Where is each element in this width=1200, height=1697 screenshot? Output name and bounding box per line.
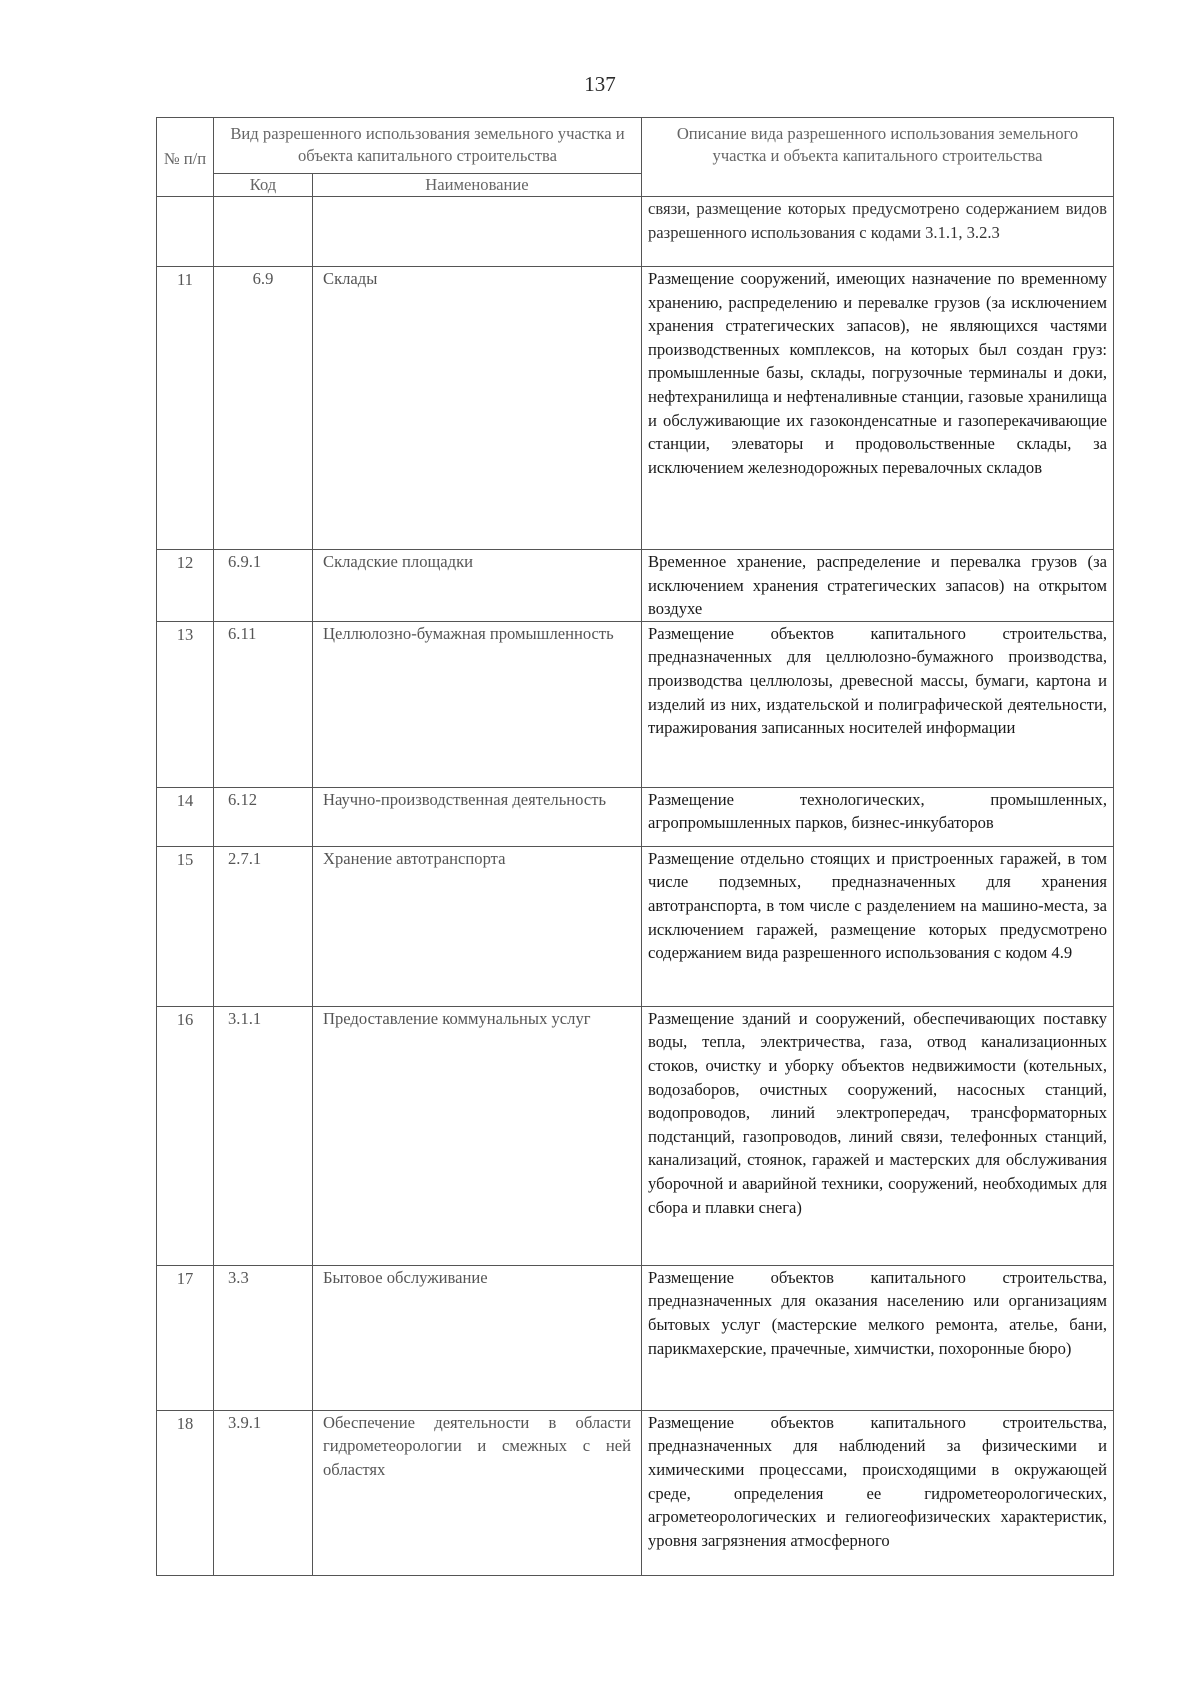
row-num: 16 bbox=[157, 1006, 214, 1265]
row-name: Хранение автотранспорта bbox=[313, 846, 642, 1006]
row-num: 17 bbox=[157, 1265, 214, 1410]
row-num: 18 bbox=[157, 1410, 214, 1575]
row-name: Бытовое обслуживание bbox=[313, 1265, 642, 1410]
row-description: Размещение отдельно стоящих и пристроенных гаражей, в том числе подземных, предназначенных для хранения автотранспорта, в том числе с разделением на машино-места, за исключением гаражей, размещение которых предусмотрено содержанием вида разрешенного использования с кодом 4.9 bbox=[642, 846, 1114, 1006]
row-code: 3.1.1 bbox=[214, 1006, 313, 1265]
row-name: Обеспечение деятельности в области гидрометеорологии и смежных с ней областях bbox=[313, 1410, 642, 1575]
row-name: Целлюлозно-бумажная промышленность bbox=[313, 621, 642, 787]
row-num: 15 bbox=[157, 846, 214, 1006]
row-name: Предоставление коммунальных услуг bbox=[313, 1006, 642, 1265]
row-description: Размещение зданий и сооружений, обеспечивающих поставку воды, тепла, электричества, газа, отвод канализационных стоков, очистку и уборку объектов недвижимости (котельных, водозаборов, очистных сооружений, насосных станций, водопроводов, линий электропередач, трансформаторных подстанций, газопроводов, линий связи, телефонных станций, канализаций, стоянок, гаражей и мастерских для обслуживания уборочной и аварийной техники, сооружений, необходимых для сбора и плавки снега) bbox=[642, 1006, 1114, 1265]
table-row bbox=[157, 846, 1114, 1006]
row-num: 14 bbox=[157, 787, 214, 846]
row-description: Размещение сооружений, имеющих назначение по временному хранению, распределению и перевалке грузов (за исключением хранения стратегических запасов), не являющихся частями производственных комплексов, на которых был создан груз: промышленные базы, склады, погрузочные терминалы и доки, нефтехранилища и нефтеналивные станции, газовые хранилища и обслуживающие их газоконденсатные и газоперекачивающие станции, элеваторы и продовольственные склады, за исключением железнодорожных перевалочных складов bbox=[642, 267, 1114, 550]
row-num: 12 bbox=[157, 550, 214, 622]
page-number: 137 bbox=[584, 72, 616, 96]
header-name: Наименование bbox=[313, 174, 642, 197]
table-row bbox=[157, 1410, 1114, 1575]
header-code: Код bbox=[214, 174, 313, 197]
row-name bbox=[313, 197, 642, 267]
row-description: Временное хранение, распределение и перевалка грузов (за исключением хранения стратегических запасов) на открытом воздухе bbox=[642, 550, 1114, 622]
table-row bbox=[157, 1006, 1114, 1265]
row-code: 6.9.1 bbox=[214, 550, 313, 622]
table-row bbox=[157, 197, 1114, 267]
row-name: Складские площадки bbox=[313, 550, 642, 622]
header-description: Описание вида разрешенного использования земельного участка и объекта капитального строительства bbox=[642, 118, 1114, 197]
row-description: Размещение технологических, промышленных, агропромышленных парков, бизнес-инкубаторов bbox=[642, 787, 1114, 846]
row-code: 2.7.1 bbox=[214, 846, 313, 1006]
row-code: 6.12 bbox=[214, 787, 313, 846]
row-description: Размещение объектов капитального строительства, предназначенных для наблюдений за физическими и химическими процессами, происходящими в окружающей среде, определения ее гидрометеорологических, агрометеорологических и гелиогеофизических характеристик, уровня загрязнения атмосферного bbox=[642, 1410, 1114, 1575]
row-num bbox=[157, 197, 214, 267]
header-group: Вид разрешенного использования земельного участка и объекта капитального строительства bbox=[214, 118, 642, 174]
row-code bbox=[214, 197, 313, 267]
table-row bbox=[157, 550, 1114, 622]
header-num: № п/п bbox=[157, 118, 214, 197]
row-description: Размещение объектов капитального строительства, предназначенных для оказания населению или организациям бытовых услуг (мастерские мелкого ремонта, ателье, бани, парикмахерские, прачечные, химчистки, похоронные бюро) bbox=[642, 1265, 1114, 1410]
row-description: связи, размещение которых предусмотрено содержанием видов разрешенного использования с кодами 3.1.1, 3.2.3 bbox=[642, 197, 1114, 267]
row-code: 6.11 bbox=[214, 621, 313, 787]
table-row bbox=[157, 267, 1114, 550]
row-description: Размещение объектов капитального строительства, предназначенных для целлюлозно-бумажного производства, производства целлюлозы, древесной массы, бумаги, картона и изделий из них, издательской и полиграфической деятельности, тиражирования записанных носителей информации bbox=[642, 621, 1114, 787]
row-num: 13 bbox=[157, 621, 214, 787]
table-row bbox=[157, 787, 1114, 846]
land-use-table bbox=[156, 117, 1114, 1576]
row-code: 3.9.1 bbox=[214, 1410, 313, 1575]
row-name: Склады bbox=[313, 267, 642, 550]
table-row bbox=[157, 621, 1114, 787]
row-name: Научно-производственная деятельность bbox=[313, 787, 642, 846]
row-code: 6.9 bbox=[214, 267, 313, 550]
row-code: 3.3 bbox=[214, 1265, 313, 1410]
row-num: 11 bbox=[157, 267, 214, 550]
table-row bbox=[157, 1265, 1114, 1410]
